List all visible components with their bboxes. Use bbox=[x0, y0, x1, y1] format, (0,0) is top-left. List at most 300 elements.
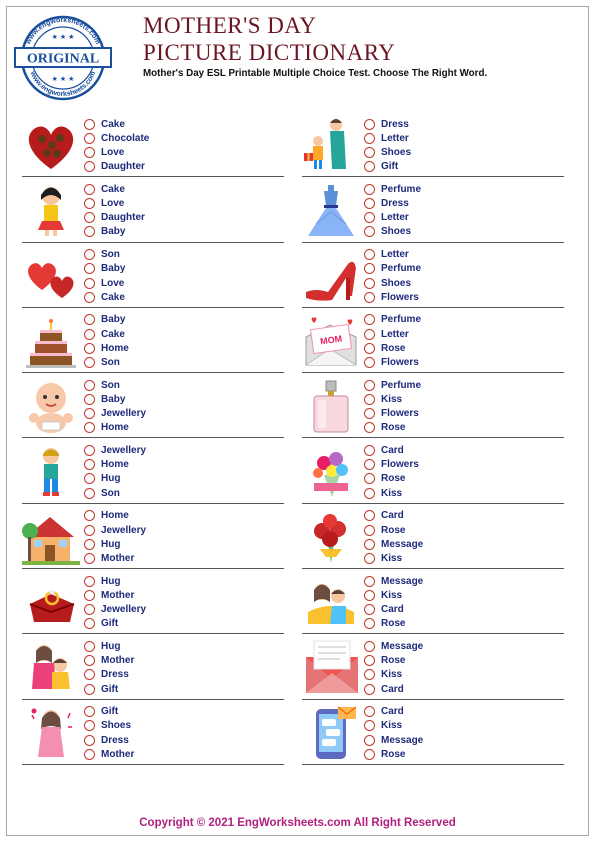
answer-option[interactable] bbox=[364, 196, 421, 210]
answer-option-label: Kiss bbox=[381, 720, 403, 732]
answer-option-label: Gift bbox=[101, 683, 119, 695]
answer-option[interactable] bbox=[364, 225, 421, 239]
answer-option-label: Kiss bbox=[381, 487, 403, 499]
answer-option[interactable] bbox=[84, 705, 134, 719]
left-question-column bbox=[22, 112, 284, 765]
radio-button[interactable] bbox=[84, 669, 95, 680]
answer-option-label: Son bbox=[101, 357, 120, 369]
answer-option-label: Jewellery bbox=[101, 445, 147, 457]
answer-option-label: Kiss bbox=[381, 589, 403, 601]
radio-button[interactable] bbox=[364, 735, 375, 746]
answer-option[interactable] bbox=[364, 145, 411, 159]
answer-option-label: Card bbox=[381, 683, 404, 695]
svg-text:MOM: MOM bbox=[319, 333, 343, 347]
answer-option[interactable] bbox=[84, 537, 146, 551]
hug-icon bbox=[22, 639, 80, 695]
answer-option-label: Home bbox=[101, 422, 129, 434]
radio-button[interactable] bbox=[364, 119, 375, 130]
answer-option[interactable] bbox=[84, 248, 125, 262]
question-item bbox=[302, 243, 564, 308]
answer-option[interactable] bbox=[84, 639, 134, 653]
answer-option-label: Rose bbox=[381, 473, 406, 485]
radio-button[interactable] bbox=[364, 133, 375, 144]
radio-button[interactable] bbox=[364, 329, 375, 340]
question-item bbox=[302, 634, 564, 699]
answer-option[interactable] bbox=[364, 668, 423, 682]
answer-option[interactable] bbox=[364, 407, 421, 421]
radio-button[interactable] bbox=[364, 459, 375, 470]
question-item bbox=[302, 177, 564, 242]
svg-text:★ ★ ★: ★ ★ ★ bbox=[51, 76, 75, 83]
answer-option-label: Hug bbox=[101, 640, 121, 652]
answer-options bbox=[364, 639, 423, 696]
answer-option-label: Flowers bbox=[381, 357, 419, 369]
radio-button[interactable] bbox=[84, 720, 95, 731]
radio-button[interactable] bbox=[364, 684, 375, 695]
radio-button[interactable] bbox=[84, 329, 95, 340]
question-item bbox=[302, 569, 564, 634]
answer-option[interactable] bbox=[84, 733, 134, 747]
answer-option[interactable] bbox=[364, 551, 423, 565]
radio-button[interactable] bbox=[84, 161, 95, 172]
question-item bbox=[22, 700, 284, 765]
radio-button[interactable] bbox=[364, 576, 375, 587]
answer-option-label: Rose bbox=[381, 524, 406, 536]
radio-button[interactable] bbox=[364, 669, 375, 680]
radio-button[interactable] bbox=[84, 394, 95, 405]
answer-option[interactable] bbox=[364, 602, 423, 616]
answer-option-label: Jewellery bbox=[101, 524, 147, 536]
answer-option[interactable] bbox=[364, 458, 419, 472]
kiss-icon bbox=[302, 574, 360, 630]
radio-button[interactable] bbox=[84, 604, 95, 615]
answer-option-label: Dress bbox=[381, 118, 409, 130]
answer-option-label: Letter bbox=[381, 212, 409, 224]
answer-option[interactable] bbox=[364, 537, 423, 551]
radio-button[interactable] bbox=[364, 488, 375, 499]
radio-button[interactable] bbox=[84, 147, 95, 158]
radio-button[interactable] bbox=[84, 749, 95, 760]
radio-button[interactable] bbox=[364, 249, 375, 260]
answer-option[interactable] bbox=[84, 182, 145, 196]
question-item bbox=[302, 373, 564, 438]
answer-option-label: Dress bbox=[101, 669, 129, 681]
answer-options bbox=[84, 443, 146, 500]
answer-option[interactable] bbox=[364, 705, 423, 719]
question-item bbox=[22, 308, 284, 373]
radio-button[interactable] bbox=[364, 590, 375, 601]
radio-button[interactable] bbox=[364, 553, 375, 564]
answer-option[interactable] bbox=[84, 290, 125, 304]
answer-option-label: Perfume bbox=[381, 183, 422, 195]
radio-button[interactable] bbox=[84, 119, 95, 130]
radio-button[interactable] bbox=[84, 263, 95, 274]
question-item bbox=[22, 569, 284, 634]
radio-button[interactable] bbox=[364, 445, 375, 456]
answer-option-label: Rose bbox=[381, 342, 406, 354]
radio-button[interactable] bbox=[84, 510, 95, 521]
answer-option[interactable] bbox=[364, 617, 423, 631]
radio-button[interactable] bbox=[84, 735, 95, 746]
answer-option-label: Card bbox=[381, 445, 404, 457]
answer-option-label: Jewellery bbox=[101, 604, 147, 616]
radio-button[interactable] bbox=[364, 641, 375, 652]
title-line-1: MOTHER'S DAY bbox=[143, 13, 317, 38]
question-item bbox=[22, 504, 284, 569]
radio-button[interactable] bbox=[84, 706, 95, 717]
answer-option[interactable] bbox=[364, 378, 421, 392]
answer-option-label: Rose bbox=[381, 655, 406, 667]
answer-option-label: Chocolate bbox=[101, 132, 150, 144]
title-line-2: PICTURE DICTIONARY bbox=[143, 40, 396, 65]
answer-option-label: Rose bbox=[381, 748, 406, 760]
radio-button[interactable] bbox=[364, 618, 375, 629]
cake-icon bbox=[22, 313, 80, 369]
radio-button[interactable] bbox=[84, 553, 95, 564]
answer-option[interactable] bbox=[364, 131, 411, 145]
right-question-column bbox=[302, 112, 564, 765]
answer-options bbox=[84, 182, 145, 239]
answer-option[interactable] bbox=[364, 523, 423, 537]
radio-button[interactable] bbox=[84, 641, 95, 652]
answer-option[interactable] bbox=[364, 588, 423, 602]
radio-button[interactable] bbox=[364, 749, 375, 760]
roses-icon bbox=[302, 509, 360, 565]
answer-option[interactable] bbox=[364, 327, 421, 341]
radio-button[interactable] bbox=[84, 539, 95, 550]
answer-option-label: Shoes bbox=[101, 720, 132, 732]
answer-option[interactable] bbox=[84, 421, 146, 435]
radio-button[interactable] bbox=[364, 314, 375, 325]
answer-options bbox=[84, 117, 149, 174]
radio-button[interactable] bbox=[84, 292, 95, 303]
answer-options bbox=[364, 313, 421, 370]
answer-option[interactable] bbox=[364, 211, 421, 225]
copyright-footer: Copyright © 2021 EngWorksheets.com All Right Reserved bbox=[139, 817, 456, 829]
answer-option-label: Message bbox=[381, 538, 424, 550]
answer-option-label: Perfume bbox=[381, 314, 422, 326]
answer-option-label: Mother bbox=[101, 748, 135, 760]
answer-option[interactable] bbox=[364, 747, 423, 761]
answer-option[interactable] bbox=[364, 355, 421, 369]
radio-button[interactable] bbox=[84, 249, 95, 260]
answer-option-label: Mother bbox=[101, 589, 135, 601]
answer-options bbox=[84, 378, 146, 435]
answer-option[interactable] bbox=[84, 602, 146, 616]
answer-option[interactable] bbox=[364, 262, 421, 276]
answer-option-label: Daughter bbox=[101, 161, 145, 173]
answer-option-label: Daughter bbox=[101, 212, 145, 224]
radio-button[interactable] bbox=[84, 488, 95, 499]
answer-option[interactable] bbox=[364, 472, 419, 486]
answer-option-label: Letter bbox=[381, 328, 409, 340]
svg-text:ORIGINAL: ORIGINAL bbox=[26, 51, 100, 67]
radio-button[interactable] bbox=[84, 618, 95, 629]
answer-option-label: Rose bbox=[381, 618, 406, 630]
radio-button[interactable] bbox=[84, 380, 95, 391]
radio-button[interactable] bbox=[84, 525, 95, 536]
answer-option[interactable] bbox=[364, 276, 421, 290]
gift-giving-icon bbox=[302, 117, 360, 173]
answer-option-label: Shoes bbox=[381, 146, 412, 158]
answer-option[interactable] bbox=[84, 117, 149, 131]
high-heel-shoe-icon bbox=[302, 248, 360, 304]
svg-text:www.engworksheets.com: www.engworksheets.com bbox=[24, 16, 102, 46]
answer-option[interactable] bbox=[84, 617, 146, 631]
answer-option-label: Flowers bbox=[381, 408, 419, 420]
dress-icon bbox=[302, 182, 360, 238]
question-item bbox=[302, 308, 564, 373]
answer-options bbox=[84, 509, 146, 566]
radio-button[interactable] bbox=[84, 184, 95, 195]
answer-option-label: Rose bbox=[381, 422, 406, 434]
radio-button[interactable] bbox=[84, 422, 95, 433]
radio-button[interactable] bbox=[364, 706, 375, 717]
answer-option[interactable] bbox=[364, 733, 423, 747]
radio-button[interactable] bbox=[84, 655, 95, 666]
answer-option[interactable] bbox=[364, 160, 411, 174]
answer-option[interactable] bbox=[364, 654, 423, 668]
answer-option-label: Letter bbox=[381, 132, 409, 144]
answer-option[interactable] bbox=[364, 421, 421, 435]
answer-option-label: Card bbox=[381, 706, 404, 718]
radio-button[interactable] bbox=[364, 226, 375, 237]
page-title bbox=[143, 12, 395, 66]
radio-button[interactable] bbox=[84, 212, 95, 223]
answer-options bbox=[364, 509, 423, 566]
answer-option[interactable] bbox=[84, 160, 149, 174]
answer-option[interactable] bbox=[84, 588, 146, 602]
answer-option[interactable] bbox=[84, 458, 146, 472]
answer-option-label: Mother bbox=[101, 655, 135, 667]
answer-option[interactable] bbox=[84, 472, 146, 486]
answer-option-label: Message bbox=[381, 575, 424, 587]
answer-option[interactable] bbox=[364, 182, 421, 196]
answer-option[interactable] bbox=[364, 574, 423, 588]
answer-option-label: Gift bbox=[381, 161, 399, 173]
radio-button[interactable] bbox=[84, 473, 95, 484]
answer-option[interactable] bbox=[84, 131, 149, 145]
boy-icon bbox=[22, 443, 80, 499]
jewellery-box-icon bbox=[22, 574, 80, 630]
answer-option[interactable] bbox=[84, 407, 146, 421]
answer-options bbox=[84, 639, 134, 696]
answer-option[interactable] bbox=[84, 145, 149, 159]
radio-button[interactable] bbox=[84, 576, 95, 587]
question-item bbox=[302, 700, 564, 765]
radio-button[interactable] bbox=[84, 357, 95, 368]
love-hearts-icon bbox=[22, 248, 80, 304]
answer-option[interactable] bbox=[84, 719, 134, 733]
answer-option[interactable] bbox=[364, 719, 423, 733]
svg-text:www.engworksheets.com: www.engworksheets.com bbox=[28, 70, 98, 99]
answer-option[interactable] bbox=[84, 509, 146, 523]
answer-option-label: Home bbox=[101, 510, 129, 522]
radio-button[interactable] bbox=[84, 459, 95, 470]
answer-option-label: Baby bbox=[101, 314, 126, 326]
mother-icon bbox=[22, 705, 80, 761]
answer-option-label: Gift bbox=[101, 706, 119, 718]
answer-option-label: Son bbox=[101, 487, 120, 499]
answer-option-label: Love bbox=[101, 146, 125, 158]
answer-option[interactable] bbox=[364, 392, 421, 406]
radio-button[interactable] bbox=[364, 278, 375, 289]
question-item bbox=[22, 112, 284, 177]
answer-option[interactable] bbox=[84, 654, 134, 668]
answer-option-label: Baby bbox=[101, 393, 126, 405]
answer-option[interactable] bbox=[84, 276, 125, 290]
answer-option[interactable] bbox=[364, 290, 421, 304]
answer-option[interactable] bbox=[364, 443, 419, 457]
answer-option-label: Son bbox=[101, 249, 120, 261]
radio-button[interactable] bbox=[364, 655, 375, 666]
svg-text:★ ★ ★: ★ ★ ★ bbox=[51, 34, 75, 41]
radio-button[interactable] bbox=[364, 539, 375, 550]
answer-option[interactable] bbox=[84, 443, 146, 457]
answer-option-label: Kiss bbox=[381, 393, 403, 405]
answer-options bbox=[84, 574, 146, 631]
answer-option[interactable] bbox=[364, 313, 421, 327]
answer-options bbox=[364, 182, 421, 239]
radio-button[interactable] bbox=[364, 184, 375, 195]
radio-button[interactable] bbox=[364, 263, 375, 274]
radio-button[interactable] bbox=[364, 357, 375, 368]
answer-option-label: Love bbox=[101, 198, 125, 210]
radio-button[interactable] bbox=[364, 161, 375, 172]
answer-option-label: Shoes bbox=[381, 277, 412, 289]
radio-button[interactable] bbox=[364, 422, 375, 433]
radio-button[interactable] bbox=[364, 510, 375, 521]
answer-option[interactable] bbox=[84, 392, 146, 406]
radio-button[interactable] bbox=[84, 343, 95, 354]
answer-option-label: Baby bbox=[101, 226, 126, 238]
answer-option-label: Flowers bbox=[381, 291, 419, 303]
heart-chocolates-icon bbox=[22, 117, 80, 173]
radio-button[interactable] bbox=[84, 133, 95, 144]
answer-option-label: Kiss bbox=[381, 669, 403, 681]
house-icon bbox=[22, 509, 80, 565]
question-item bbox=[302, 112, 564, 177]
answer-option[interactable] bbox=[84, 668, 134, 682]
answer-option[interactable] bbox=[364, 509, 423, 523]
answer-option-label: Mother bbox=[101, 552, 135, 564]
answer-option-label: Cake bbox=[101, 291, 125, 303]
radio-button[interactable] bbox=[364, 408, 375, 419]
answer-options bbox=[84, 313, 129, 370]
instructions: Mother's Day ESL Printable Multiple Choice Test. Choose The Right Word. bbox=[143, 68, 488, 79]
answer-option-label: Hug bbox=[101, 575, 121, 587]
answer-option[interactable] bbox=[364, 341, 421, 355]
answer-option-label: Dress bbox=[101, 734, 129, 746]
answer-option[interactable] bbox=[84, 327, 129, 341]
answer-option[interactable] bbox=[364, 486, 419, 500]
answer-option-label: Card bbox=[381, 604, 404, 616]
answer-options bbox=[84, 705, 134, 762]
radio-button[interactable] bbox=[84, 684, 95, 695]
radio-button[interactable] bbox=[84, 226, 95, 237]
greeting-card-icon bbox=[302, 639, 360, 695]
answer-option[interactable] bbox=[364, 682, 423, 696]
radio-button[interactable] bbox=[84, 278, 95, 289]
question-item bbox=[22, 177, 284, 242]
answer-option[interactable] bbox=[84, 262, 125, 276]
answer-option[interactable] bbox=[84, 211, 145, 225]
answer-option[interactable] bbox=[84, 574, 146, 588]
answer-option-label: Home bbox=[101, 459, 129, 471]
radio-button[interactable] bbox=[364, 380, 375, 391]
answer-option[interactable] bbox=[84, 486, 146, 500]
answer-option[interactable] bbox=[84, 551, 146, 565]
answer-option-label: Son bbox=[101, 379, 120, 391]
radio-button[interactable] bbox=[364, 343, 375, 354]
answer-option-label: Hug bbox=[101, 538, 121, 550]
answer-option-label: Home bbox=[101, 342, 129, 354]
original-stamp-icon bbox=[13, 15, 113, 101]
answer-option[interactable] bbox=[84, 313, 129, 327]
answer-option-label: Hug bbox=[101, 473, 121, 485]
answer-option[interactable] bbox=[84, 682, 134, 696]
radio-button[interactable] bbox=[364, 473, 375, 484]
answer-option-label: Message bbox=[381, 734, 424, 746]
radio-button[interactable] bbox=[84, 408, 95, 419]
answer-option-label: Perfume bbox=[381, 379, 422, 391]
answer-option[interactable] bbox=[364, 117, 411, 131]
question-item bbox=[22, 634, 284, 699]
answer-options bbox=[364, 378, 421, 435]
answer-option[interactable] bbox=[84, 355, 129, 369]
answer-option-label: Cake bbox=[101, 183, 125, 195]
answer-option[interactable] bbox=[84, 196, 145, 210]
question-item bbox=[302, 438, 564, 503]
answer-option-label: Jewellery bbox=[101, 408, 147, 420]
answer-option-label: Message bbox=[381, 640, 424, 652]
radio-button[interactable] bbox=[84, 314, 95, 325]
baby-icon bbox=[22, 378, 80, 434]
answer-option-label: Perfume bbox=[381, 263, 422, 275]
answer-option[interactable] bbox=[84, 747, 134, 761]
answer-option[interactable] bbox=[84, 225, 145, 239]
answer-option[interactable] bbox=[84, 523, 146, 537]
radio-button[interactable] bbox=[364, 604, 375, 615]
answer-option[interactable] bbox=[364, 639, 423, 653]
question-item bbox=[302, 504, 564, 569]
answer-option[interactable] bbox=[84, 378, 146, 392]
answer-option-label: Shoes bbox=[381, 226, 412, 238]
radio-button[interactable] bbox=[364, 720, 375, 731]
answer-option[interactable] bbox=[364, 248, 421, 262]
answer-option[interactable] bbox=[84, 341, 129, 355]
answer-options bbox=[364, 443, 419, 500]
radio-button[interactable] bbox=[84, 590, 95, 601]
question-item bbox=[22, 243, 284, 308]
radio-button[interactable] bbox=[364, 147, 375, 158]
radio-button[interactable] bbox=[364, 212, 375, 223]
radio-button[interactable] bbox=[364, 394, 375, 405]
answer-options bbox=[364, 574, 423, 631]
radio-button[interactable] bbox=[364, 198, 375, 209]
radio-button[interactable] bbox=[84, 198, 95, 209]
love-letter-icon bbox=[302, 313, 360, 369]
answer-option-label: Dress bbox=[381, 198, 409, 210]
flower-bouquet-icon bbox=[302, 443, 360, 499]
radio-button[interactable] bbox=[364, 525, 375, 536]
question-item bbox=[22, 438, 284, 503]
answer-option-label: Kiss bbox=[381, 552, 403, 564]
radio-button[interactable] bbox=[364, 292, 375, 303]
answer-options bbox=[364, 248, 421, 305]
radio-button[interactable] bbox=[84, 445, 95, 456]
question-item bbox=[22, 373, 284, 438]
